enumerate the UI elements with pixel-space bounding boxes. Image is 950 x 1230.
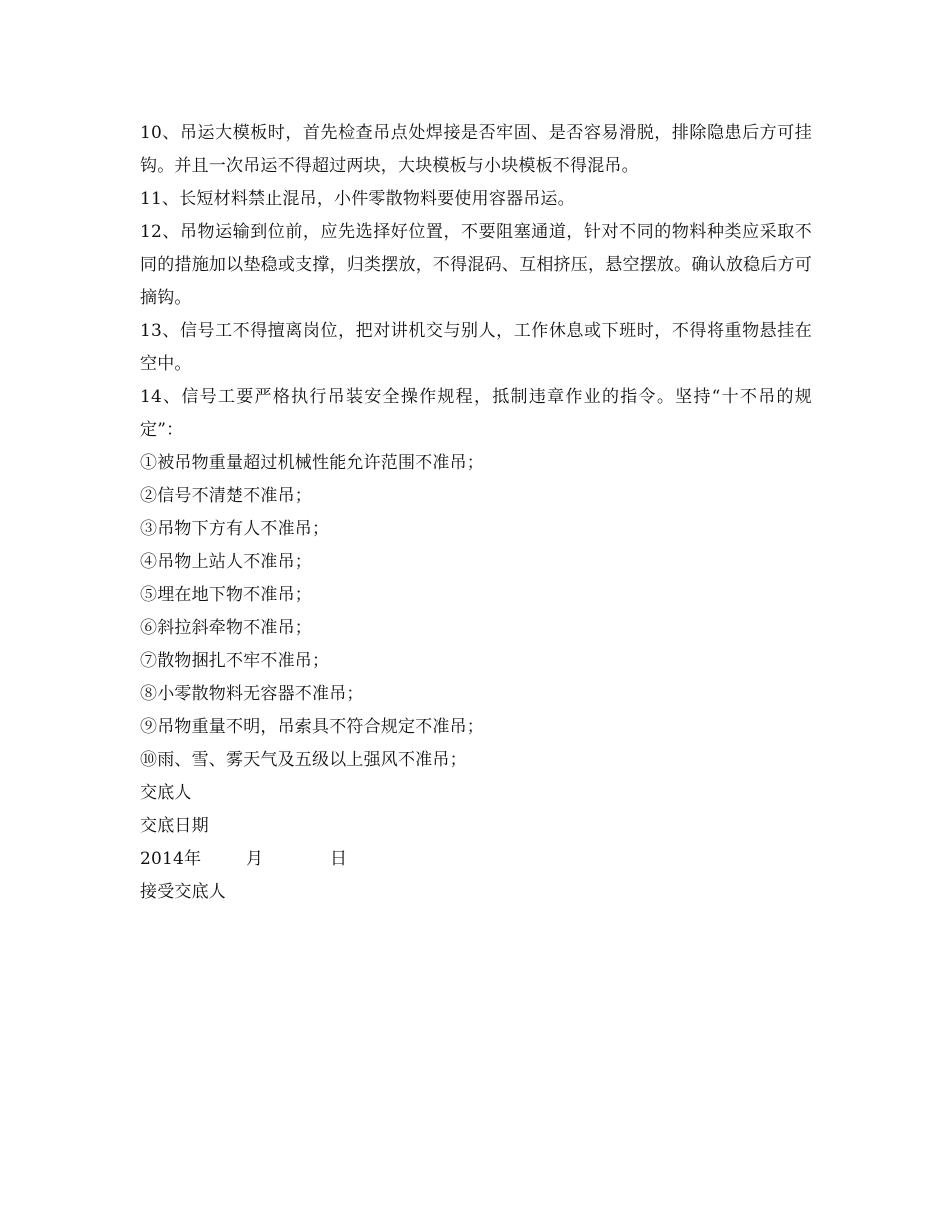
ten-no-lift-rules-list [140, 447, 812, 777]
paragraph-12: 12、吊物运输到位前，应先选择好位置，不要阻塞通道，针对不同的物料种类应采取不同的措施加以垫稳或支撑，归类摆放，不得混码、互相挤压，悬空摆放。确认放稳后方可摘钩。 [140, 222, 812, 308]
rule-item: ⑨吊物重量不明，吊索具不符合规定不准吊； [140, 717, 484, 737]
date-day: 日 [330, 849, 348, 869]
paragraph-10: 10、吊运大模板时，首先检查吊点处焊接是否牢固、是否容易滑脱，排除隐患后方可挂钩。并且一次吊运不得超过两块，大块模板与小块模板不得混吊。 [140, 123, 812, 176]
paragraph-14: 14、信号工要严格执行吊装安全操作规程，抵制违章作业的指令。坚持“十不吊的规定”： [140, 387, 812, 440]
rule-item: ⑧小零散物料无容器不准吊； [140, 684, 364, 704]
paragraph-13: 13、信号工不得擅离岗位，把对讲机交与别人，工作休息或下班时，不得将重物悬挂在空中。 [140, 321, 812, 374]
document-body [140, 117, 812, 909]
date-line [140, 843, 812, 876]
rule-item: ⑥斜拉斜牵物不准吊； [140, 618, 312, 638]
date-month: 月 [246, 849, 264, 869]
rule-item: ⑦散物捆扎不牢不准吊； [140, 651, 330, 671]
rule-item: ②信号不清楚不准吊； [140, 486, 312, 506]
rule-item: ⑤埋在地下物不准吊； [140, 585, 312, 605]
date-year: 2014年 [140, 849, 202, 869]
rule-item: ①被吊物重量超过机械性能允许范围不准吊； [140, 453, 484, 473]
date-label: 交底日期 [140, 816, 209, 836]
receiver-label: 接受交底人 [140, 882, 226, 902]
rule-item: ⑩雨、雪、雾天气及五级以上强风不准吊； [140, 750, 467, 770]
rule-item: ④吊物上站人不准吊； [140, 552, 312, 572]
rule-item: ③吊物下方有人不准吊； [140, 519, 330, 539]
paragraph-11: 11、长短材料禁止混吊，小件零散物料要使用容器吊运。 [140, 189, 575, 209]
presenter-label: 交底人 [140, 783, 192, 803]
